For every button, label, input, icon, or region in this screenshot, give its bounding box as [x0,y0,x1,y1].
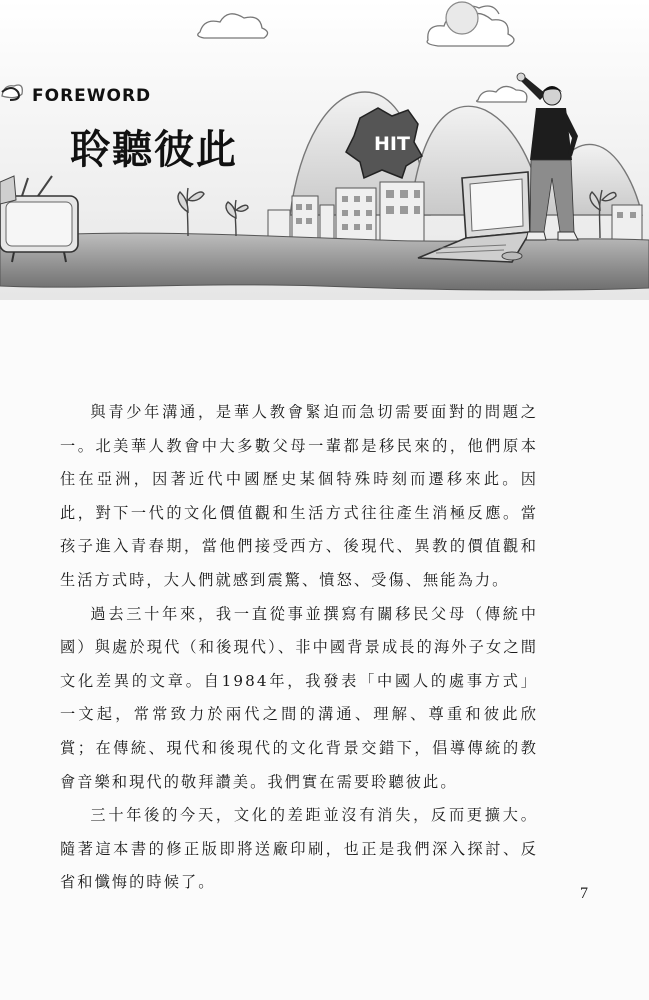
foreword-body [60,396,538,900]
paragraph: 與青少年溝通，是華人教會緊迫而急切需要面對的問題之一。北美華人教會中大多數父母一輩都是移民來的，他們原本住在亞洲，因著近代中國歷史某個特殊時刻而遷移來此。因此，對下一代的文化價值觀和生活方式往往產生消極反應。當孩子進入青春期，當他們接受西方、後現代、異教的價值觀和生活方式時，大人們就感到震驚、憤怒、受傷、無能為力。 [60,403,538,589]
paragraph: 過去三十年來，我一直從事並撰寫有關移民父母（傳統中國）與處於現代（和後現代）、非中國背景成長的海外子女之間文化差異的文章。自1984年，我發表「中國人的處事方式」一文起，常常致力於兩代之間的溝通、理解、尊重和彼此欣賞；在傳統、現代和後現代的文化背景交錯下，倡導傳統的教會音樂和現代的敬拜讚美。我們實在需要聆聽彼此。 [60,604,538,791]
paragraph: 三十年後的今天，文化的差距並沒有消失，反而更擴大。隨著這本書的修正版即將送廠印刷，也正是我們深入探討、反省和懺悔的時候了。 [60,806,538,892]
page-title: 聆聽彼此 [70,127,238,173]
page-number: 7 [580,885,588,902]
sun-icon [446,2,478,34]
section-label: FOREWORD [32,86,152,106]
ground [0,233,649,290]
svg-text:HIT: HIT [374,133,410,155]
